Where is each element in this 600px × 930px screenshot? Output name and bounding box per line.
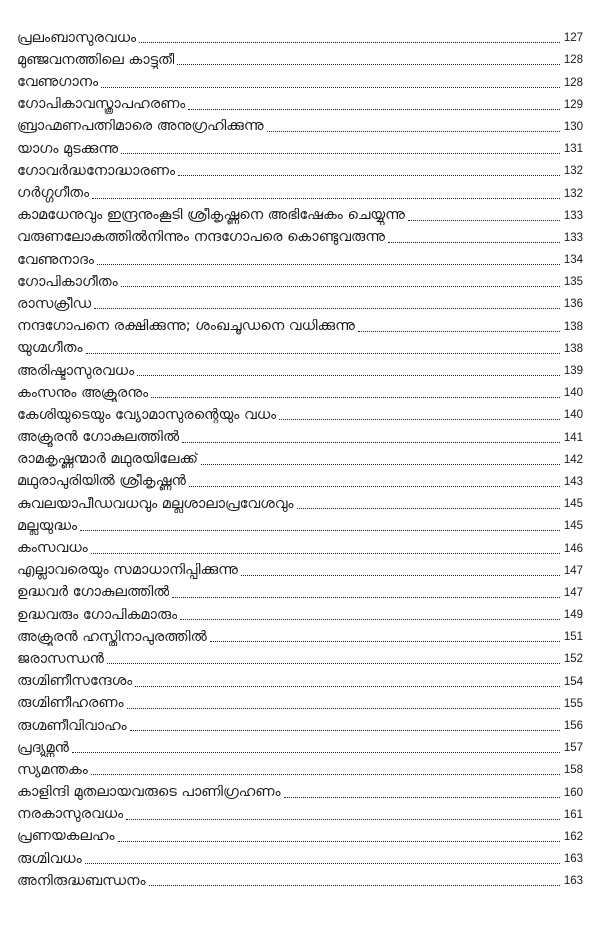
- toc-entry-page-number: 152: [563, 653, 583, 666]
- toc-entry-page-number: 145: [563, 498, 583, 511]
- toc-entry[interactable]: [17, 358, 583, 380]
- dot-leader: [241, 574, 560, 576]
- dot-leader: [72, 751, 560, 753]
- toc-entry-title: വരുണലോകത്തിൽനിന്നും നന്ദഗോപരെ കൊണ്ടുവരുന്നു: [17, 230, 385, 246]
- toc-entry[interactable]: [17, 868, 583, 890]
- toc-entry-page-number: 131: [563, 143, 583, 156]
- toc-entry-title: അനിരുദ്ധബന്ധനം: [17, 873, 146, 889]
- toc-entry[interactable]: [17, 535, 583, 557]
- toc-entry-title: അക്രൂരൻ ഹസ്തിനാപുരത്തിൽ: [17, 629, 207, 645]
- toc-entry[interactable]: [17, 802, 583, 824]
- toc-entry[interactable]: [17, 336, 583, 358]
- dot-leader: [137, 374, 560, 376]
- toc-entry-page-number: 136: [563, 298, 583, 311]
- toc-entry-page-number: 132: [563, 187, 583, 200]
- dot-leader: [135, 685, 560, 687]
- dot-leader: [97, 263, 560, 265]
- dot-leader: [139, 41, 560, 43]
- toc-entry-title: നരകാസുരവധം: [17, 807, 124, 823]
- toc-entry-title: രാസക്രീഡ: [17, 296, 92, 312]
- toc-entry[interactable]: [17, 779, 583, 801]
- toc-entry-title: നന്ദഗോപനെ രക്ഷിക്കുന്നു; ശംഖചൂഡനെ വധിക്കുന്നു: [17, 319, 355, 335]
- toc-entry-page-number: 129: [563, 98, 583, 111]
- dot-leader: [151, 396, 560, 398]
- dot-leader: [279, 418, 560, 420]
- toc-entry-title: കേശിയുടെയും വ്യോമാസുരന്റെയും വധം: [17, 407, 277, 423]
- toc-entry-page-number: 130: [563, 120, 583, 133]
- toc-entry-page-number: 140: [563, 387, 583, 400]
- toc-entry-title: മഥുരാപുരിയിൽ ശ്രീകൃഷ്ണൻ: [17, 474, 186, 490]
- toc-entry-page-number: 158: [563, 764, 583, 777]
- toc-entry-title: രുഗ്മിണീഹരണം: [17, 696, 124, 712]
- toc-entry[interactable]: [17, 757, 583, 779]
- toc-entry-page-number: 154: [563, 675, 583, 688]
- toc-entry[interactable]: [17, 247, 583, 269]
- toc-entry-page-number: 147: [563, 586, 583, 599]
- toc-entry-page-number: 142: [563, 453, 583, 466]
- toc-entry-page-number: 145: [563, 520, 583, 533]
- toc-entry-title: രുഗ്മിണീസന്ദേശം: [17, 674, 133, 690]
- dot-leader: [91, 552, 560, 554]
- toc-entry-page-number: 156: [563, 720, 583, 732]
- toc-entry-title: മുഞ്ജവനത്തിലെ കാട്ടുതീ: [17, 52, 175, 68]
- toc-entry[interactable]: [17, 691, 583, 713]
- toc-entry[interactable]: [17, 291, 583, 313]
- toc-entry-title: യുഗ്മഗീതം: [17, 341, 83, 357]
- toc-entry-page-number: 141: [563, 431, 583, 444]
- dot-leader: [267, 130, 560, 132]
- toc-entry[interactable]: [17, 424, 583, 446]
- dot-leader: [297, 507, 560, 509]
- toc-entry-title: ഗർഗ്ഗഗീതം: [17, 186, 90, 201]
- dot-leader: [388, 241, 560, 243]
- toc-entry[interactable]: [17, 824, 583, 846]
- toc-entry[interactable]: [17, 558, 583, 580]
- toc-entry-page-number: 155: [563, 697, 583, 710]
- toc-entry[interactable]: [17, 269, 583, 291]
- toc-entry-page-number: 134: [563, 254, 583, 267]
- toc-entry[interactable]: [17, 624, 583, 646]
- toc-entry-title: ബ്രാഹ്മണപത്നിമാരെ അനുഗ്രഹിക്കുന്നു: [17, 119, 264, 135]
- toc-entry-title: അക്രൂരൻ ഗോകുലത്തിൽ: [17, 430, 180, 446]
- toc-entry[interactable]: [17, 713, 583, 735]
- toc-entry-title: എല്ലാവരെയും സമാധാനിപ്പിക്കുന്നു: [17, 563, 238, 579]
- toc-entry-title: കാളിന്ദി മുതലായവരുടെ പാണിഗ്രഹണം: [17, 785, 281, 801]
- toc-entry[interactable]: [17, 380, 583, 402]
- toc-entry-title: യാഗം മുടക്കുന്നു: [17, 141, 119, 157]
- toc-entry-page-number: 132: [563, 165, 583, 178]
- toc-entry-title: കാമധേനുവും ഇന്ദ്രനുംകൂടി ശ്രീകൃഷ്ണനെ അഭിഷേകം ചെയ്യുന്നു: [17, 208, 405, 224]
- toc-entry[interactable]: [17, 402, 583, 424]
- dot-leader: [149, 884, 560, 886]
- dot-leader: [130, 729, 560, 731]
- toc-entry[interactable]: [17, 225, 583, 247]
- dot-leader: [358, 330, 560, 332]
- dot-leader: [86, 352, 560, 354]
- dot-leader: [284, 796, 560, 798]
- toc-entry-title: രുഗ്മണീവിവാഹം: [17, 718, 127, 734]
- dot-leader: [118, 840, 560, 842]
- dot-leader: [177, 63, 560, 65]
- toc-entry-title: സ്യമന്തകം: [17, 762, 88, 778]
- dot-leader: [201, 463, 560, 465]
- dot-leader: [101, 86, 560, 88]
- table-of-contents: [17, 25, 583, 890]
- toc-entry-page-number: 163: [563, 853, 583, 866]
- dot-leader: [178, 174, 560, 176]
- toc-entry-title: മല്ലയുദ്ധം: [17, 518, 78, 534]
- dot-leader: [107, 662, 560, 664]
- toc-entry[interactable]: [17, 646, 583, 668]
- dot-leader: [121, 152, 560, 154]
- dot-leader: [126, 818, 560, 820]
- toc-entry[interactable]: [17, 203, 583, 225]
- dot-leader: [121, 285, 560, 287]
- toc-entry[interactable]: [17, 47, 583, 69]
- dot-leader: [210, 640, 560, 642]
- toc-entry-page-number: 135: [563, 276, 583, 289]
- toc-entry[interactable]: [17, 668, 583, 690]
- toc-entry-page-number: 138: [563, 320, 583, 333]
- toc-entry[interactable]: [17, 491, 583, 513]
- toc-entry-page-number: 140: [563, 409, 583, 422]
- toc-entry-page-number: 133: [563, 231, 583, 244]
- dot-leader: [92, 197, 560, 199]
- dot-leader: [172, 596, 560, 598]
- toc-entry-title: പ്രലംബാസുരവധം: [17, 30, 137, 46]
- toc-entry-title: വേണുനാദം: [17, 252, 94, 268]
- dot-leader: [80, 529, 560, 531]
- toc-entry[interactable]: [17, 25, 583, 47]
- toc-entry-page-number: 128: [563, 76, 583, 89]
- toc-entry-page-number: 127: [563, 32, 583, 45]
- toc-entry-title: പ്രദ്യുമ്നൻ: [17, 740, 69, 756]
- toc-entry-title: ഗോവർദ്ധനോദ്ധാരണം: [17, 163, 176, 179]
- toc-entry-title: ഗോപികാഗീതം: [17, 274, 118, 290]
- toc-entry-title: ഗോപികാവസ്ത്രാപഹരണം: [17, 97, 186, 113]
- toc-entry-title: വേണുഗാനം: [17, 75, 99, 91]
- dot-leader: [188, 108, 560, 110]
- toc-entry[interactable]: [17, 602, 583, 624]
- dot-leader: [91, 773, 560, 775]
- toc-entry-page-number: 146: [563, 542, 583, 555]
- dot-leader: [127, 707, 560, 709]
- toc-entry-title: പ്രണയകലഹം: [17, 829, 115, 845]
- toc-entry-page-number: 151: [563, 631, 583, 644]
- toc-entry-title: രാമകൃഷ്ണന്മാർ മഥുരയിലേക്ക്: [17, 452, 198, 468]
- toc-entry-title: കംസവധം: [17, 541, 88, 556]
- toc-entry-page-number: 138: [563, 342, 583, 355]
- toc-entry-page-number: 162: [563, 830, 583, 843]
- toc-entry-title: കുവലയാപീഡവധവും മല്ലശാലാപ്രവേശവും: [17, 496, 294, 512]
- toc-entry-title: അരിഷ്ടാസുരവധം: [17, 363, 135, 379]
- toc-entry[interactable]: [17, 69, 583, 91]
- toc-entry[interactable]: [17, 469, 583, 491]
- toc-entry[interactable]: [17, 158, 583, 180]
- toc-entry-page-number: 163: [563, 875, 583, 888]
- toc-entry-title: ജരാസന്ധൻ: [17, 651, 104, 667]
- toc-entry-page-number: 149: [563, 609, 583, 622]
- toc-entry-title: ഉദ്ധവരും ഗോപികമാരും: [17, 607, 178, 623]
- dot-leader: [85, 862, 560, 864]
- toc-entry[interactable]: [17, 136, 583, 158]
- toc-entry[interactable]: [17, 114, 583, 136]
- toc-entry[interactable]: [17, 580, 583, 602]
- toc-entry-page-number: 147: [563, 564, 583, 577]
- toc-entry[interactable]: [17, 313, 583, 335]
- toc-entry-page-number: 143: [563, 475, 583, 488]
- toc-entry[interactable]: [17, 92, 583, 114]
- toc-entry-page-number: 160: [563, 786, 583, 799]
- toc-entry[interactable]: [17, 180, 583, 202]
- toc-entry-page-number: 161: [563, 808, 583, 821]
- toc-entry-page-number: 128: [563, 54, 583, 67]
- dot-leader: [189, 485, 560, 487]
- toc-entry-title: രുഗ്മിവധം: [17, 851, 82, 867]
- dot-leader: [408, 219, 560, 221]
- dot-leader: [94, 307, 560, 309]
- toc-entry-page-number: 133: [563, 209, 583, 222]
- toc-entry[interactable]: [17, 513, 583, 535]
- toc-entry-title: കംസനും അക്രൂരനും: [17, 385, 149, 401]
- toc-entry[interactable]: [17, 447, 583, 469]
- toc-entry-page-number: 139: [563, 365, 583, 377]
- dot-leader: [182, 441, 560, 443]
- toc-entry-title: ഉദ്ധവർ ഗോകുലത്തിൽ: [17, 585, 170, 601]
- toc-entry-page-number: 157: [563, 742, 583, 755]
- dot-leader: [180, 618, 560, 620]
- toc-entry[interactable]: [17, 735, 583, 757]
- toc-entry[interactable]: [17, 846, 583, 868]
